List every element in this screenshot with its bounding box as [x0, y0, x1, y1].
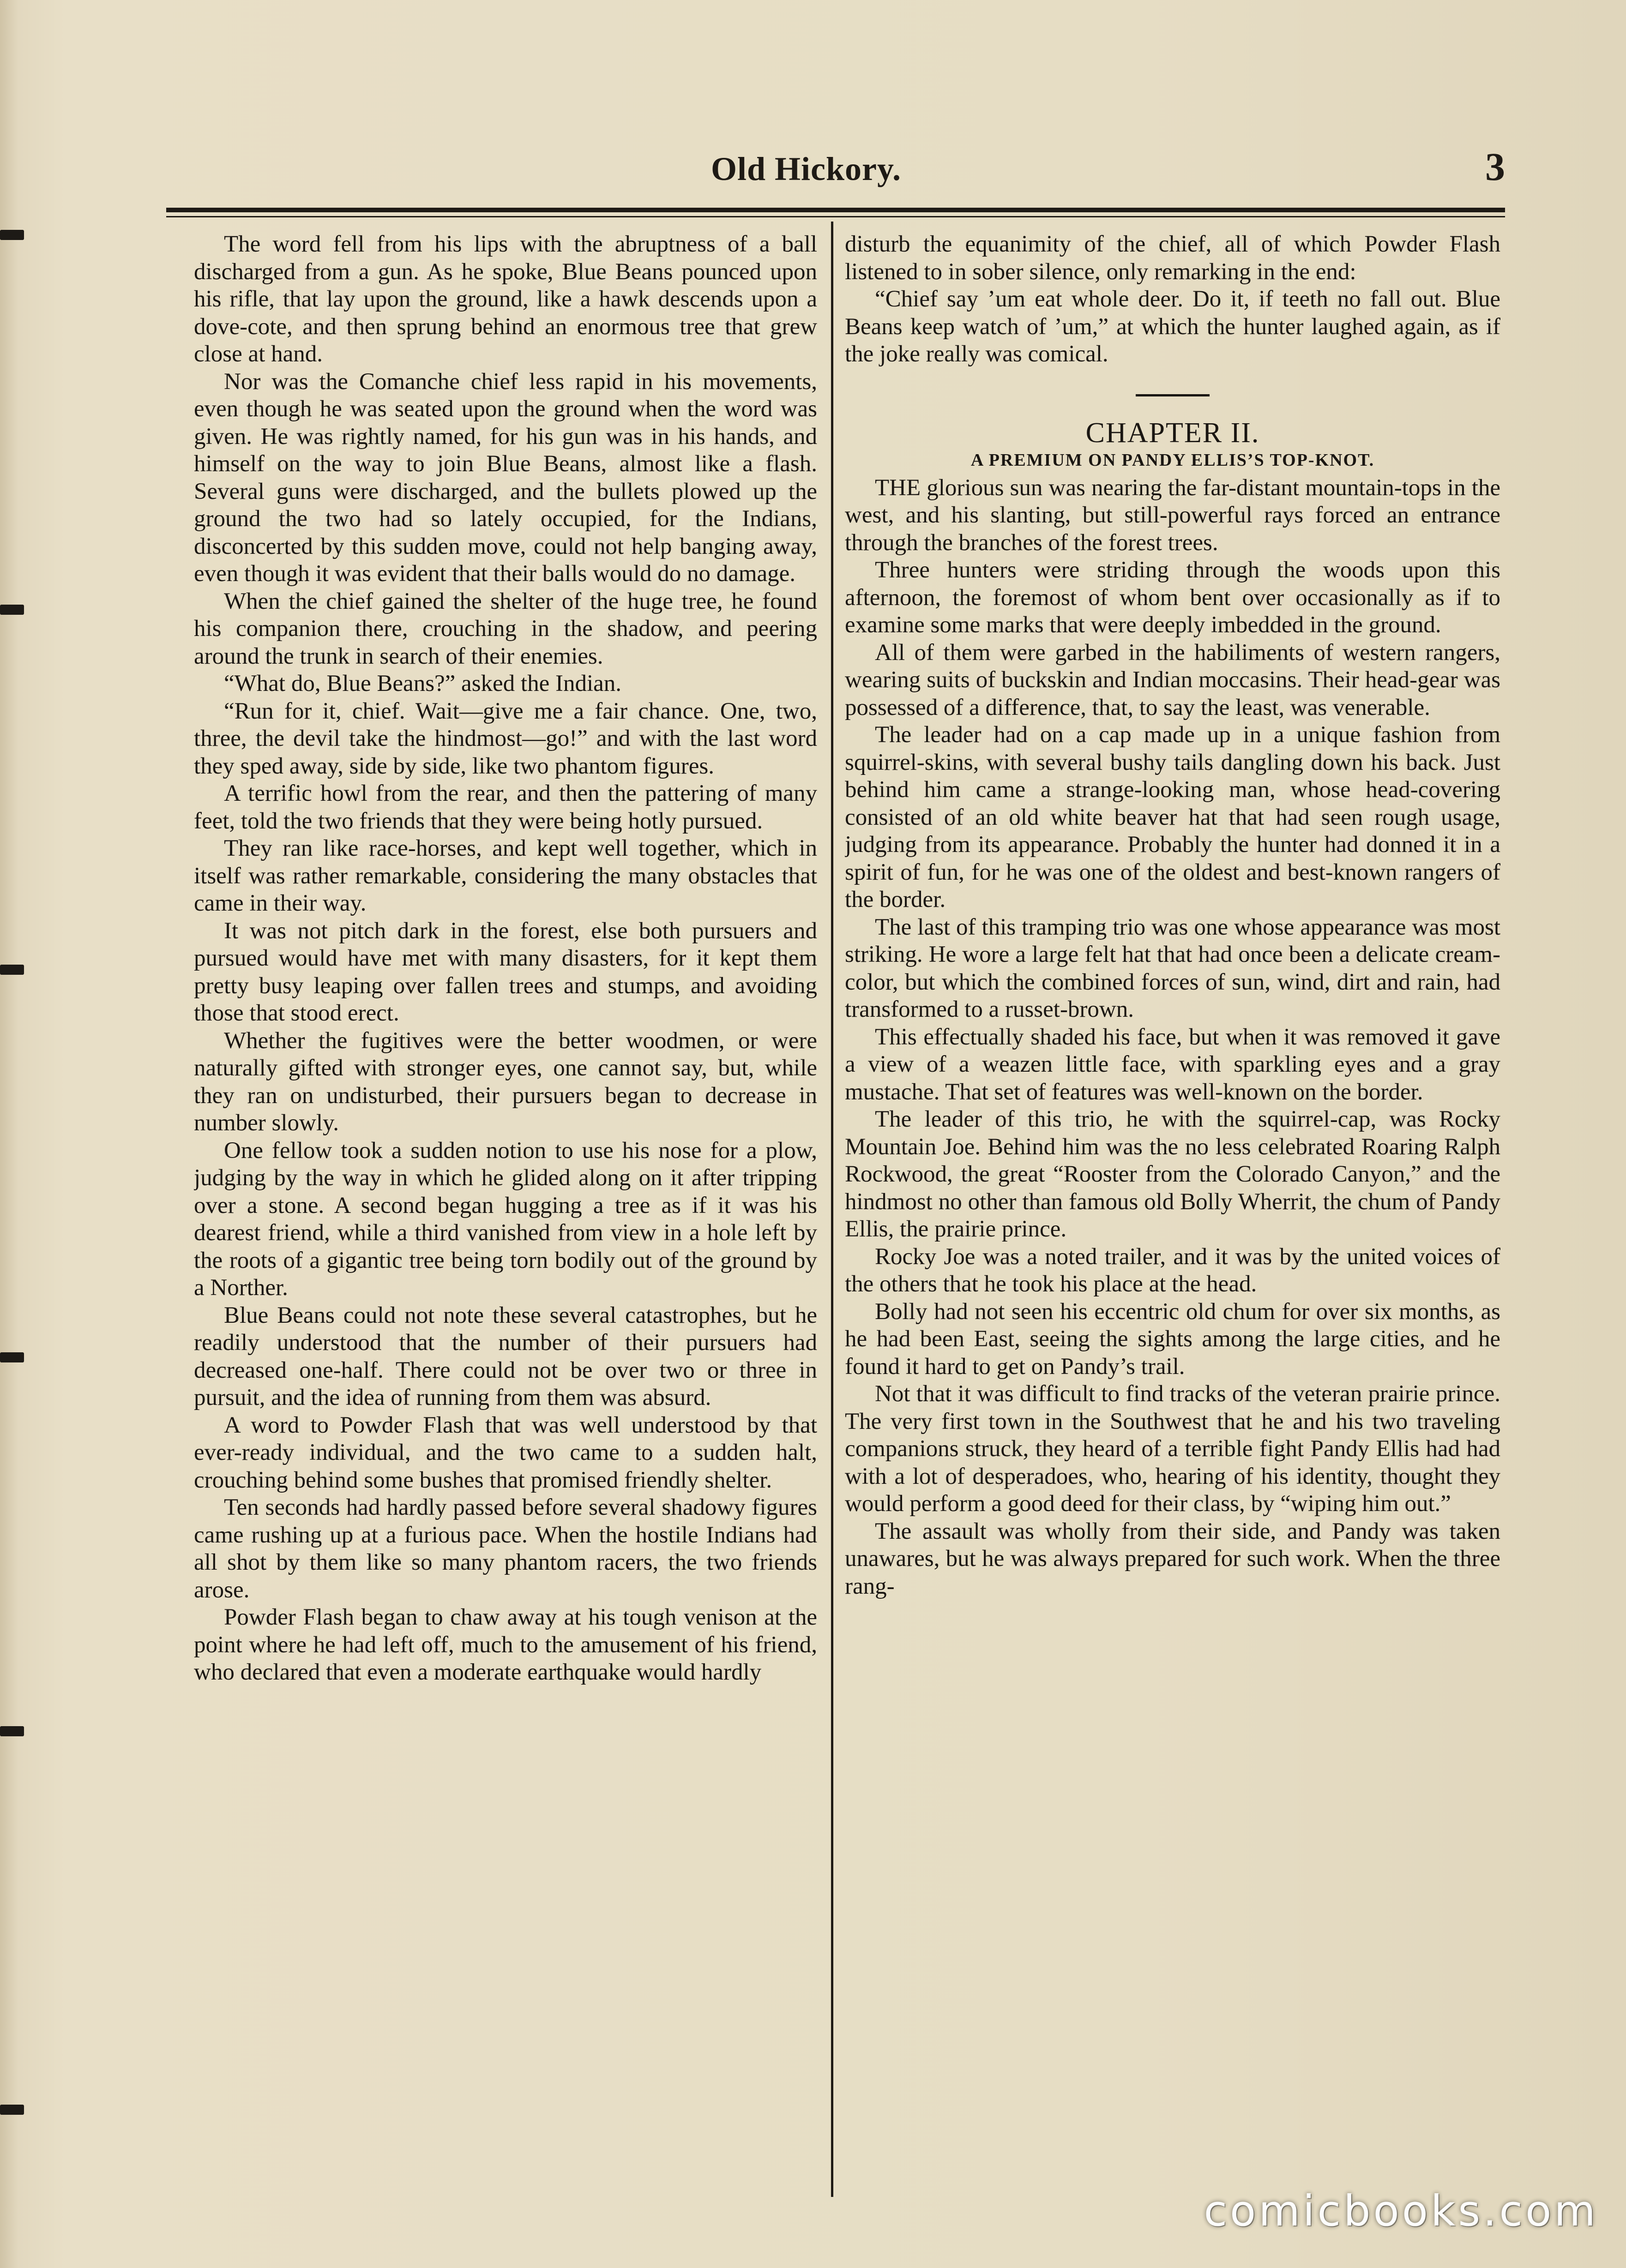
running-title: Old Hickory. [711, 150, 902, 187]
paragraph: The leader of this trio, he with the squirrel-cap, was Rocky Mountain Joe. Behind him was the no less celebrated Roaring Ralph Rockwood, the great “Rooster from the Colorado Canyon,” and the hindmost no other than famous old Bolly Wherrit, the chum of Pandy Ellis, the prairie prince. [845, 1106, 1500, 1242]
column-divider [831, 222, 833, 2197]
paragraph: “What do, Blue Beans?” asked the Indian. [224, 671, 622, 696]
binding-stitch [0, 230, 24, 240]
paragraph: Three hunters were striding through the woods upon this afternoon, the foremost of whom bent over occasionally as if to examine some marks that were deeply imbedded in the ground. [845, 557, 1500, 638]
right-column [845, 231, 1500, 2197]
paragraph: Blue Beans could not note these several catastrophes, but he readily understood that the number of their pursuers had decreased one-half. There could not be over two or three in pursuit, and the idea of running from them was absurd. [194, 1302, 817, 1410]
paragraph: When the chief gained the shelter of the huge tree, he found his companion there, crouching in the shadow, and peering around the trunk in search of their enemies. [194, 588, 817, 669]
paragraph: This effectually shaded his face, but when it was removed it gave a view of a weazen little face, with sparkling eyes and a gray mustache. That set of features was well-known on the border. [845, 1024, 1500, 1105]
binding-stitch [0, 1726, 24, 1736]
paragraph: Ten seconds had hardly passed before several shadowy figures came rushing up at a furious pace. When the hostile Indians had all shot by them like so many phantom racers, the two friends arose. [194, 1494, 817, 1603]
paragraph: All of them were garbed in the habiliments of western rangers, wearing suits of buckskin and Indian moccasins. Their head-gear was possessed of a difference, that, to say the least, was venerable. [845, 639, 1500, 720]
header-rule-thin [166, 216, 1505, 217]
chapter-subtitle: A PREMIUM ON PANDY ELLIS’S TOP-KNOT. [970, 450, 1375, 470]
paragraph: “Chief say ’um eat whole deer. Do it, if teeth no fall out. Blue Beans keep watch of ’um,” at which the hunter laughed again, as if the joke really was comical. [845, 286, 1500, 367]
header-rule [166, 208, 1505, 212]
section-rule [1136, 394, 1210, 396]
paragraph: “Run for it, chief. Wait—give me a fair chance. One, two, three, the devil take the hindmost—go!” and with the last word they sped away, side by side, like two phantom figures. [194, 698, 817, 779]
paragraph: It was not pitch dark in the forest, else both pursuers and pursued would have met with many disasters, for it kept them pretty busy leaping over fallen trees and stumps, and avoiding those that stood erect. [194, 918, 817, 1026]
paragraph: Not that it was difficult to find tracks of the veteran prairie prince. The very first town in the Southwest that he and his two traveling companions struck, they heard of a terrible fight Pandy Ellis had had with a lot of desperadoes, who, hearing of his identity, thought they would perform a good deed for their class, by “wiping him out.” [845, 1381, 1500, 1517]
paragraph: The word fell from his lips with the abruptness of a ball discharged from a gun. As he spoke, Blue Beans pounced upon his rifle, that lay upon the ground, like a hawk descends upon a dove-cote, and then sprung behind an enormous tree that grew close at hand. [194, 231, 817, 367]
paragraph: Whether the fugitives were the better woodmen, or were naturally gifted with stronger eyes, one cannot say, but, while they ran on undisturbed, their pursuers began to decrease in number slowly. [194, 1027, 817, 1136]
paragraph: Powder Flash began to chaw away at his tough venison at the point where he had left off, much to the amusement of his friend, who declared that even a moderate earthquake would hardly [194, 1604, 817, 1685]
page-number: 3 [1485, 144, 1505, 189]
paragraph: The last of this tramping trio was one whose appearance was most striking. He wore a large felt hat that had once been a delicate cream-color, but which the combined forces of sun, wind, dirt and rain, had transformed to a russet-brown. [845, 914, 1500, 1022]
paragraph: disturb the equanimity of the chief, all of which Powder Flash listened to in sober silence, only remarking in the end: [845, 231, 1500, 285]
paragraph: A terrific howl from the rear, and then the pattering of many feet, told the two friends that they were being hotly pursued. [194, 780, 817, 834]
paragraph: THE glorious sun was nearing the far-distant mountain-tops in the west, and his slanting, but still-powerful rays forced an entrance through the branches of the forest trees. [845, 474, 1500, 556]
paragraph: The leader had on a cap made up in a unique fashion from squirrel-skins, with several bushy tails dangling down his back. Just behind him came a strange-looking man, whose head-covering consisted of an old white beaver hat that had seen rough usage, judging from its appearance. Probably the hunter had donned it in a spirit of fun, for he was one of the oldest and best-known rangers of the border. [845, 722, 1500, 912]
paragraph: The assault was wholly from their side, and Pandy was taken unawares, but he was always prepared for such work. When the three rang- [845, 1518, 1500, 1599]
paragraph: Rocky Joe was a noted trailer, and it was by the united voices of the others that he took his place at the head. [845, 1243, 1500, 1297]
binding-stitch [0, 1352, 24, 1362]
binding-stitch [0, 605, 24, 615]
paragraph: Nor was the Comanche chief less rapid in his movements, even though he was seated upon the ground when the word was given. He was rightly named, for his gun was in his hands, and himself on the way to join Blue Beans, almost like a flash. Several guns were discharged, and the bullets plowed up the ground the two had so lately occupied, for the Indians, disconcerted by this sudden move, could not help banging away, even though it was evident that their balls would do no damage. [194, 368, 817, 587]
paragraph: They ran like race-horses, and kept well together, which in itself was rather remarkable, considering the many obstacles that came in their way. [194, 835, 817, 916]
watermark: comicbooks.com [1204, 2186, 1598, 2236]
binding-stitch [0, 965, 24, 975]
binding-stitch [0, 2105, 24, 2115]
chapter-heading: CHAPTER II. [1085, 417, 1260, 449]
paragraph: A word to Powder Flash that was well understood by that ever-ready individual, and the two came to a sudden halt, crouching behind some bushes that promised friendly shelter. [194, 1412, 817, 1493]
paragraph: Bolly had not seen his eccentric old chum for over six months, as he had been East, seeing the sights among the large cities, and he found it hard to get on Pandy’s trail. [845, 1298, 1500, 1380]
paragraph: One fellow took a sudden notion to use his nose for a plow, judging by the way in which he glided along on it after tripping over a stone. A second began hugging a tree as if it was his dearest friend, while a third vanished from view in a hole left by the roots of a gigantic tree being torn bodily out of the ground by a Norther. [194, 1137, 817, 1301]
page-header [166, 144, 1505, 205]
left-column [194, 231, 817, 2197]
